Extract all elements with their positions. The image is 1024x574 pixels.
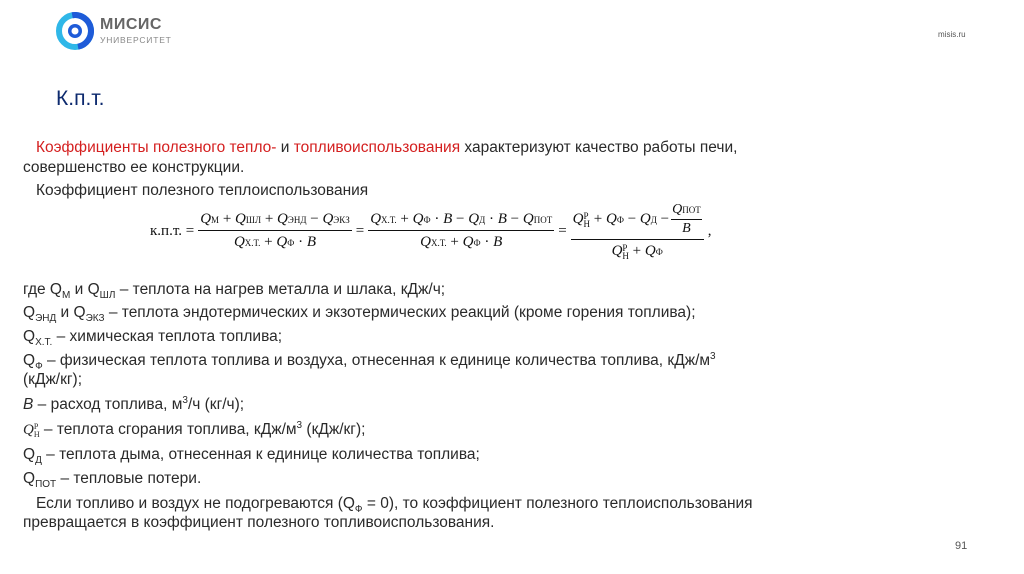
logo-name: МИСИС [100, 16, 162, 34]
paragraph-1-line-2: совершенство ее конструкции. [23, 159, 245, 176]
paragraph-3-line-1: Если топливо и воздух не подогреваются $(Q_Ф = 0)$, то коэффициент полезного теплоиспользования [36, 495, 753, 516]
logo [56, 12, 172, 50]
paragraph-1-line-1 [36, 139, 737, 157]
page-title: К.п.т. [56, 87, 105, 110]
p1-and: и [276, 139, 294, 156]
p1-rest: характеризуют качество работы печи, [460, 139, 738, 156]
misis-logo-icon [56, 12, 94, 50]
paragraph-3-line-2: превращается в коэффициент полезного топливоиспользования. [23, 514, 495, 531]
fraction-2: $\frac{\text{QХ.Т. + QФ · B − QД · B − QПОТ}}{QХ.Т. + QФ \cdot B}$ [370, 211, 553, 250]
def-line-4b: (кДж/кг); [23, 371, 83, 388]
formula-eq-1: = [355, 222, 365, 239]
kpt-formula [150, 202, 712, 260]
red-term-1: Коэффициенты полезного тепло- [36, 139, 277, 156]
def-line-7: $Q_Д$ – теплота дыма, отнесенная к единице количества топлива; [23, 446, 480, 467]
def-line-2: $Q_{ЭНД}$ и $Q_{ЭКЗ}$ – теплота эндотермических и экзотермических реакций (кроме горения топлива); [23, 304, 696, 325]
formula-lhs: к.п.т. = [150, 222, 195, 239]
formula-end: , [707, 222, 712, 239]
fraction-3: Q Р Н + QФ − QД − QПОТ B Q Р Н + QФ [571, 202, 704, 260]
def-line-3: $Q_{Х.Т.}$ – химическая теплота топлива; [23, 328, 283, 349]
logo-subtitle: УНИВЕРСИТЕТ [100, 35, 172, 46]
def-line-4: $Q_Ф$ – физическая теплота топлива и воздуха, отнесенная к единице количества топлива, кДж/$м^3$ [23, 350, 716, 373]
def-line-6: Q Р Н – теплота сгорания топлива, кДж/$м^3$ (кДж/кг); [23, 419, 366, 439]
fraction-1: $\frac{\text{QМ + QШЛ + QЭНД − QЭКЗ}}{QХ.Т. + QФ \cdot B}$ [200, 211, 350, 250]
def-line-8: $Q_{ПОТ}$ – тепловые потери. [23, 470, 202, 491]
def-line-1: где $Q_М$ и $Q_{ШЛ}$ – теплота на нагрев металла и шлака, кДж/ч; [23, 281, 446, 302]
def-line-5: B – расход топлива, $м^3/ч$ (кг/ч); [23, 394, 245, 413]
red-term-2: топливоиспользования [293, 139, 461, 156]
page-number: 91 [955, 540, 968, 552]
qn-symbol: Q Р Н [23, 421, 40, 439]
paragraph-2: Коэффициент полезного теплоиспользования [36, 182, 369, 199]
formula-eq-2: = [558, 222, 567, 239]
site-url[interactable]: misis.ru [938, 30, 966, 39]
